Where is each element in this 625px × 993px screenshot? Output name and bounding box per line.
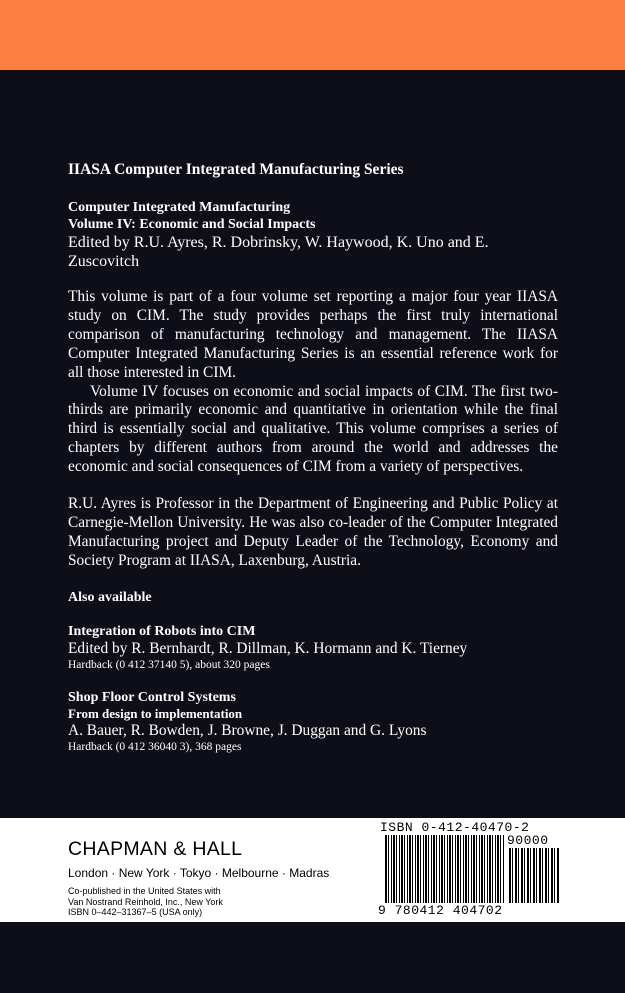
barcode-addon-number: 90000 [507,833,549,848]
description-paragraph: Volume IV focuses on economic and social impacts of CIM. The first two-thirds are primarily economic and quantitative in orientation while the final third is essentially social and qualitative. This volume comprises a series of chapters by different authors from around the world and addresses the economic and social consequences of CIM from a variety of perspectives. [68,382,558,476]
book-title: Computer Integrated Manufacturing [68,200,291,215]
description-paragraph: This volume is part of a four volume set reporting a major four year IIASA study on CIM. The study provides perhaps the first truly international comparison of manufacturing technology and management. The IIASA Computer Integrated Manufacturing Series is an essential reference work for all those interested in CIM. [68,288,558,381]
book-volume-title: Volume IV: Economic and Social Impacts [68,217,316,232]
series-title: IIASA Computer Integrated Manufacturing Series [68,161,404,178]
also-available-book [68,623,558,673]
copublisher-line: Van Nostrand Reinhold, Inc., New York [68,896,223,907]
copublisher-line: ISBN 0–442–31367–5 (USA only) [68,907,203,917]
publisher-name: CHAPMAN & HALL [68,838,243,860]
barcode-icon [385,835,505,903]
publisher-info [68,838,329,918]
book-editors: Edited by R.U. Ayres, R. Dobrinsky, W. Haywood, K. Uno and E. Zuscovitch [68,234,489,270]
also-book-editors: A. Bauer, R. Bowden, J. Browne, J. Duggan and G. Lyons [68,721,427,739]
also-available-book [68,689,558,755]
also-book-hardback: Hardback (0 412 36040 3), 368 pages [68,740,242,753]
also-book-title: Shop Floor Control Systems [68,689,236,705]
top-color-band [0,0,625,70]
copublisher-line: Co-published in the United States with [68,886,221,896]
also-book-title: Integration of Robots into CIM [68,623,256,639]
also-book-subtitle: From design to implementation [68,705,243,721]
publisher-panel [0,818,625,922]
author-bio: R.U. Ayres is Professor in the Department of Engineering and Public Policy at Carnegie-Mellon University. He was also co-leader of the Computer Integrated Manufacturing project and Deputy Leader of the Technology, Economy and Society Program at IIASA, Laxenburg, Austria. [68,495,558,569]
also-available-heading: Also available [68,589,152,605]
also-book-hardback: Hardback (0 412 37140 5), about 320 pages [68,658,270,671]
isbn-number: ISBN 0-412-40470-2 [380,820,530,835]
publisher-cities: London · New York · Tokyo · Melbourne · Madras [68,866,330,880]
barcode-digits: 9 780412 404702 [378,903,503,918]
also-book-editors: Edited by R. Bernhardt, R. Dillman, K. Hormann and K. Tierney [68,639,468,657]
back-cover-text [68,160,558,771]
copublisher-note [68,886,329,918]
barcode-addon-icon [509,848,559,903]
